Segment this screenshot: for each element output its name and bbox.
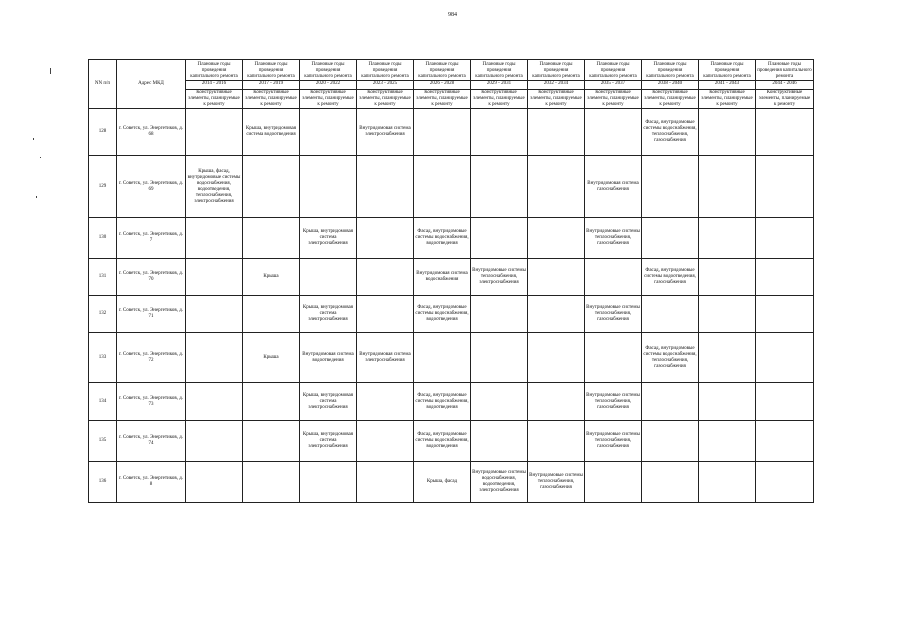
repair-cell bbox=[243, 383, 300, 421]
period-range: 2044 - 2046 bbox=[756, 80, 813, 87]
repair-cell bbox=[414, 109, 471, 156]
table-row bbox=[89, 333, 814, 383]
repair-cell bbox=[186, 259, 243, 296]
repair-cell bbox=[756, 421, 814, 462]
repair-cell: Крыша, внутридомовая система электроснабжения bbox=[300, 383, 357, 421]
repair-cell bbox=[528, 421, 585, 462]
period-range: 2041 - 2043 bbox=[699, 80, 755, 87]
repair-cell bbox=[357, 218, 414, 259]
row-address: г. Советск, ул. Энергетиков, д. 73 bbox=[117, 383, 186, 421]
repair-cell bbox=[243, 156, 300, 218]
elements-header: Конструктивные элементы, планируемые к ремонту bbox=[528, 90, 585, 109]
repair-cell bbox=[642, 218, 699, 259]
period-range: 2038 - 2040 bbox=[642, 80, 698, 87]
repair-cell: Фасад, внутридомовые системы водоснабжения, водоотведения bbox=[414, 296, 471, 333]
repair-cell bbox=[585, 109, 642, 156]
period-range: 2020 - 2022 bbox=[300, 80, 356, 87]
period-range: 2035 - 2037 bbox=[585, 80, 641, 87]
repair-cell: Внутридомовые системы теплоснабжения, газоснабжения bbox=[585, 218, 642, 259]
period-title: Плановые годы проведения капитального ремонта bbox=[589, 62, 637, 79]
period-range: 2023 - 2025 bbox=[357, 80, 413, 87]
repair-cell: Внутридомовая система электроснабжения bbox=[357, 333, 414, 383]
repair-cell: Внутридомовые системы теплоснабжения, газоснабжения bbox=[528, 462, 585, 503]
table-row bbox=[89, 156, 814, 218]
elements-header: Конструктивные элементы, планируемые к ремонту bbox=[414, 90, 471, 109]
period-header bbox=[300, 60, 357, 90]
period-title: Плановые годы проведения капитального ремонта bbox=[757, 62, 812, 79]
period-header bbox=[243, 60, 300, 90]
table-row bbox=[89, 109, 814, 156]
repair-cell bbox=[471, 296, 528, 333]
period-title: Плановые годы проведения капитального ремонта bbox=[418, 62, 466, 79]
repair-cell bbox=[528, 296, 585, 333]
table-row bbox=[89, 383, 814, 421]
repair-cell bbox=[357, 421, 414, 462]
period-header bbox=[186, 60, 243, 90]
repair-cell: Внутридомовая система водоснабжения bbox=[414, 259, 471, 296]
repair-cell bbox=[642, 296, 699, 333]
repair-cell: Фасад, внутридомовые системы водоснабжения, водоотведения bbox=[414, 383, 471, 421]
row-address: г. Советск, ул. Энергетиков, д. 71 bbox=[117, 296, 186, 333]
repair-cell bbox=[471, 421, 528, 462]
period-header bbox=[699, 60, 756, 90]
repair-cell: Фасад, внутридомовые системы водоснабжения, теплоснабжения, газоснабжения bbox=[642, 333, 699, 383]
period-header bbox=[414, 60, 471, 90]
repair-cell: Внутридомовые системы теплоснабжения, газоснабжения bbox=[585, 296, 642, 333]
elements-header: Конструктивные элементы, планируемые к ремонту bbox=[699, 90, 756, 109]
repair-cell bbox=[756, 218, 814, 259]
repair-cell bbox=[699, 333, 756, 383]
repair-cell bbox=[699, 383, 756, 421]
repair-cell bbox=[642, 383, 699, 421]
repair-cell bbox=[300, 462, 357, 503]
period-title: Плановые годы проведения капитального ремонта bbox=[703, 62, 751, 79]
scan-mark bbox=[33, 138, 34, 140]
repair-cell bbox=[243, 218, 300, 259]
table-row bbox=[89, 421, 814, 462]
repair-cell: Фасад, внутридомовые системы водоотведения, газоснабжения bbox=[642, 259, 699, 296]
repair-cell: Крыша, внутридомовая система водоотведения bbox=[243, 109, 300, 156]
period-range: 2029 - 2031 bbox=[471, 80, 527, 87]
row-address: г. Советск, ул. Энергетиков, д. 74 bbox=[117, 421, 186, 462]
table-row bbox=[89, 218, 814, 259]
repair-cell bbox=[585, 259, 642, 296]
repair-cell: Внутридомовые системы водоснабжения, водоотведения, электроснабжения bbox=[471, 462, 528, 503]
address-header: Адрес МКД bbox=[117, 60, 186, 109]
repair-cell bbox=[414, 333, 471, 383]
scan-mark bbox=[50, 68, 51, 74]
repair-cell bbox=[699, 218, 756, 259]
row-number: 136 bbox=[89, 462, 117, 503]
row-number: 132 bbox=[89, 296, 117, 333]
row-address: г. Советск, ул. Энергетиков, д. 69 bbox=[117, 156, 186, 218]
repair-cell bbox=[642, 462, 699, 503]
repair-cell bbox=[756, 259, 814, 296]
period-header bbox=[642, 60, 699, 90]
row-number: 129 bbox=[89, 156, 117, 218]
repair-cell: Фасад, внутридомовые системы водоснабжения, теплоснабжения, газоснабжения bbox=[642, 109, 699, 156]
repair-cell: Внутридомовая система электроснабжения bbox=[357, 109, 414, 156]
scan-mark bbox=[40, 157, 41, 158]
period-title: Плановые годы проведения капитального ремонта bbox=[532, 62, 580, 79]
period-title: Плановые годы проведения капитального ремонта bbox=[304, 62, 352, 79]
num-header: NN п/п bbox=[89, 60, 117, 109]
repair-cell bbox=[471, 156, 528, 218]
repair-cell bbox=[699, 109, 756, 156]
table-row bbox=[89, 462, 814, 503]
repair-cell bbox=[186, 462, 243, 503]
row-address: г. Советск, ул. Энергетиков, д. 8 bbox=[117, 462, 186, 503]
repair-cell: Крыша, внутридомовая система электроснабжения bbox=[300, 421, 357, 462]
period-title: Плановые годы проведения капитального ремонта bbox=[190, 62, 238, 79]
repair-cell bbox=[756, 462, 814, 503]
repair-cell bbox=[186, 333, 243, 383]
repair-cell: Внутридомовая система газоснабжения bbox=[585, 156, 642, 218]
repair-cell bbox=[357, 296, 414, 333]
elements-header: Конструктивные элементы, планируемые к ремонту bbox=[300, 90, 357, 109]
repair-cell bbox=[471, 218, 528, 259]
row-number: 133 bbox=[89, 333, 117, 383]
repair-cell: Крыша, фасад bbox=[414, 462, 471, 503]
repair-cell bbox=[528, 218, 585, 259]
repair-cell bbox=[699, 462, 756, 503]
repair-cell bbox=[300, 156, 357, 218]
repair-cell bbox=[756, 333, 814, 383]
repair-cell bbox=[528, 259, 585, 296]
repair-cell bbox=[186, 383, 243, 421]
repair-cell bbox=[699, 259, 756, 296]
repair-cell bbox=[471, 109, 528, 156]
repair-cell: Фасад, внутридомовые системы водоснабжения, водоотведения bbox=[414, 421, 471, 462]
repair-cell bbox=[699, 421, 756, 462]
repair-cell bbox=[642, 156, 699, 218]
period-header bbox=[585, 60, 642, 90]
row-number: 128 bbox=[89, 109, 117, 156]
period-range: 2032 - 2034 bbox=[528, 80, 584, 87]
repair-cell: Внутридомовые системы теплоснабжения, газоснабжения bbox=[585, 383, 642, 421]
period-title: Плановые годы проведения капитального ремонта bbox=[247, 62, 295, 79]
elements-header: Конструктивные элементы, планируемые к ремонту bbox=[186, 90, 243, 109]
repair-cell bbox=[699, 296, 756, 333]
elements-header: Конструктивные элементы, планируемые к ремонту bbox=[642, 90, 699, 109]
repair-cell bbox=[471, 383, 528, 421]
repair-cell bbox=[699, 156, 756, 218]
repair-cell: Крыша bbox=[243, 259, 300, 296]
period-title: Плановые годы проведения капитального ремонта bbox=[361, 62, 409, 79]
period-title: Плановые годы проведения капитального ремонта bbox=[475, 62, 523, 79]
repair-cell: Крыша, фасад, внутридомовые системы водоснабжения, водоотведения, теплоснабжения, электроснабжения bbox=[186, 156, 243, 218]
row-address: г. Советск, ул. Энергетиков, д. 72 bbox=[117, 333, 186, 383]
repair-cell bbox=[357, 156, 414, 218]
row-number: 131 bbox=[89, 259, 117, 296]
period-title: Плановые годы проведения капитального ремонта bbox=[646, 62, 694, 79]
elements-header: Конструктивные элементы, планируемые к ремонту bbox=[585, 90, 642, 109]
period-header bbox=[357, 60, 414, 90]
elements-header: Конструктивные элементы, планируемые к ремонту bbox=[471, 90, 528, 109]
repair-cell: Крыша, внутридомовая система электроснабжения bbox=[300, 218, 357, 259]
period-range: 2017 - 2019 bbox=[243, 80, 299, 87]
scan-mark bbox=[36, 196, 37, 198]
row-address: г. Советск, ул. Энергетиков, д. 7 bbox=[117, 218, 186, 259]
row-address: г. Советск, ул. Энергетиков, д. 68 bbox=[117, 109, 186, 156]
repair-cell bbox=[300, 109, 357, 156]
repair-cell bbox=[243, 296, 300, 333]
row-number: 134 bbox=[89, 383, 117, 421]
repair-cell bbox=[528, 383, 585, 421]
repair-cell bbox=[357, 383, 414, 421]
repair-schedule-table bbox=[88, 59, 814, 503]
repair-cell bbox=[186, 296, 243, 333]
row-number: 135 bbox=[89, 421, 117, 462]
period-header bbox=[471, 60, 528, 90]
row-number: 130 bbox=[89, 218, 117, 259]
repair-cell bbox=[585, 333, 642, 383]
repair-cell bbox=[528, 156, 585, 218]
repair-cell: Крыша bbox=[243, 333, 300, 383]
repair-cell: Крыша, внутридомовая система электроснабжения bbox=[300, 296, 357, 333]
repair-cell bbox=[756, 383, 814, 421]
row-address: г. Советск, ул. Энергетиков, д. 70 bbox=[117, 259, 186, 296]
repair-cell bbox=[243, 421, 300, 462]
repair-cell bbox=[642, 421, 699, 462]
repair-cell bbox=[357, 462, 414, 503]
repair-cell bbox=[756, 109, 814, 156]
repair-cell: Внутридомовые системы теплоснабжения, электроснабжения bbox=[471, 259, 528, 296]
elements-header: Конструктивные элементы, планируемые к ремонту bbox=[357, 90, 414, 109]
repair-cell bbox=[471, 333, 528, 383]
repair-cell bbox=[585, 462, 642, 503]
repair-cell bbox=[357, 259, 414, 296]
table-row bbox=[89, 259, 814, 296]
repair-cell bbox=[186, 218, 243, 259]
elements-header: Конструктивные элементы, планируемые к ремонту bbox=[243, 90, 300, 109]
period-header bbox=[528, 60, 585, 90]
repair-cell bbox=[528, 109, 585, 156]
repair-cell: Фасад, внутридомовые системы водоснабжения, водоотведения bbox=[414, 218, 471, 259]
period-range: 2026 - 2028 bbox=[414, 80, 470, 87]
repair-cell bbox=[756, 156, 814, 218]
repair-cell: Внутридомовая система водоотведения bbox=[300, 333, 357, 383]
repair-cell bbox=[756, 296, 814, 333]
repair-cell bbox=[243, 462, 300, 503]
elements-header: Конструктивные элементы, планируемые к ремонту bbox=[756, 90, 814, 109]
repair-cell: Внутридомовые системы теплоснабжения, газоснабжения bbox=[585, 421, 642, 462]
period-range: 2014 - 2016 bbox=[186, 80, 242, 87]
repair-cell bbox=[528, 333, 585, 383]
page-number: 984 bbox=[448, 12, 457, 18]
repair-cell bbox=[414, 156, 471, 218]
repair-cell bbox=[300, 259, 357, 296]
period-header bbox=[756, 60, 814, 90]
repair-cell bbox=[186, 109, 243, 156]
table-row bbox=[89, 296, 814, 333]
repair-cell bbox=[186, 421, 243, 462]
